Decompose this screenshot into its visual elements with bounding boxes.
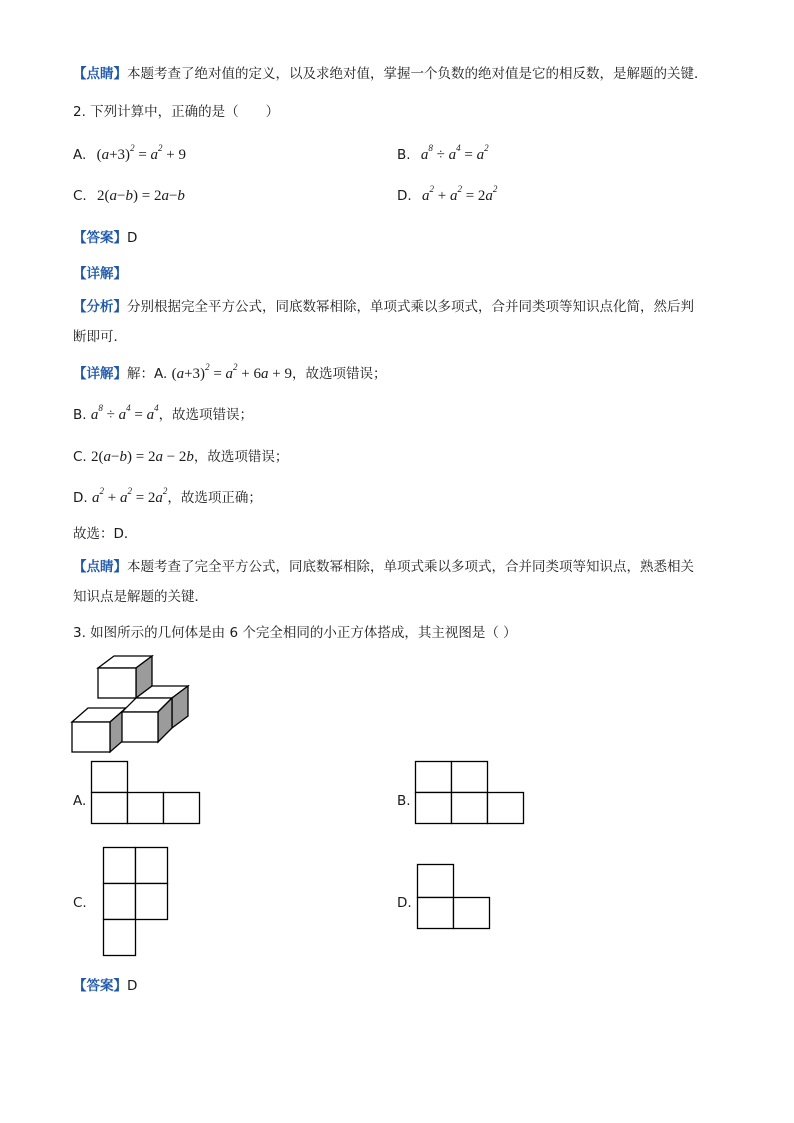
square	[418, 898, 454, 929]
square	[92, 793, 128, 824]
detail-d-line	[73, 488, 262, 508]
q2-option-c	[73, 186, 185, 206]
q3-option-b-label: B.	[397, 793, 411, 809]
q3-answer	[73, 976, 137, 996]
conclusion: 故选：D．	[73, 526, 138, 542]
cube-front-face	[122, 712, 158, 742]
point-line-1	[73, 64, 708, 84]
square	[104, 920, 136, 956]
q2-option-a-label: A.	[73, 147, 87, 163]
detail-title	[73, 264, 127, 284]
point-label-2: 【点睛】	[73, 559, 127, 575]
square	[136, 884, 168, 920]
detail-b-label: B.	[73, 407, 87, 423]
detail-c-label: C.	[73, 449, 87, 465]
square	[452, 762, 488, 793]
q3-stem: 3. 如图所示的几何体是由 6 个完全相同的小正方体搭成，其主视图是（ ）	[73, 625, 517, 641]
q2-option-c-math: 2(a−b) = 2a−b	[97, 188, 185, 204]
q2-option-b-math: $a^8 \div a^4 = a^2$	[420, 143, 489, 163]
q2-stem: 2. 下列计算中，正确的是（ ）	[73, 104, 280, 120]
analysis-line-2: 断即可．	[73, 329, 127, 345]
q2-option-d	[397, 186, 497, 206]
detail-a-math: $(a+3)^2 = a^2 + 6a + 9$	[171, 362, 292, 382]
point2-text-1: 本题考查了完全平方公式，同底数幂相除，单项式乘以多项式，合并同类项等知识点，熟悉相关	[127, 559, 694, 575]
detail-d-math: $a^2 + a^2 = 2a^2$	[91, 486, 168, 506]
point-line-2	[73, 557, 694, 577]
q2-option-d-math: $a^2 + a^2 = 2a^2$	[421, 184, 498, 204]
detail-prefix: 解：A.	[127, 366, 168, 382]
q3-option-d-label: D.	[397, 895, 412, 911]
q2-option-b	[397, 145, 489, 165]
q3-option-d-figure	[417, 864, 493, 932]
q2-option-a	[73, 145, 186, 165]
detail-title-label: 【详解】	[73, 266, 127, 282]
q2-option-b-label: B.	[397, 147, 411, 163]
q3-option-a-label: A.	[73, 793, 87, 809]
analysis-text-1: 分别根据完全平方公式，同底数幂相除，单项式乘以多项式，合并同类项等知识点化简，然后判	[127, 299, 694, 315]
q2-option-c-label: C.	[73, 188, 87, 204]
cube-front-face	[98, 668, 136, 698]
q3-option-a-figure	[91, 761, 203, 827]
q2-option-a-math: $(a+3)^2 = a^2 + 9$	[96, 143, 186, 163]
detail-d-suffix: ，故选项正确；	[167, 490, 262, 506]
detail-b-math: $a^8 \div a^4 = a^4$	[90, 403, 159, 423]
q2-option-d-label: D.	[397, 188, 412, 204]
answer-value-2: D	[127, 978, 138, 994]
square	[104, 884, 136, 920]
point-text: 本题考查了绝对值的定义，以及求绝对值，掌握一个负数的绝对值是它的相反数，是解题的关键．	[127, 66, 708, 82]
answer-label-2: 【答案】	[73, 978, 127, 994]
square	[136, 848, 168, 884]
analysis-line-1	[73, 297, 694, 317]
answer-value: D	[127, 230, 138, 246]
point-label: 【点睛】	[73, 66, 127, 82]
detail-b-line	[73, 405, 253, 425]
square	[164, 793, 200, 824]
q2-answer	[73, 228, 137, 248]
square	[454, 898, 490, 929]
detail-c-suffix: ，故选项错误；	[193, 449, 289, 465]
detail-d-label: D.	[73, 490, 88, 506]
cube-front-face	[72, 722, 110, 752]
q3-option-c-label: C.	[73, 895, 87, 911]
detail-c-line	[73, 447, 288, 467]
square	[104, 848, 136, 884]
point-line-3: 知识点是解题的关键．	[73, 589, 208, 605]
square	[452, 793, 488, 824]
detail-b-suffix: ，故选项错误；	[158, 407, 254, 423]
solid-figure	[60, 650, 200, 760]
detail-a-suffix: ，故选项错误；	[291, 366, 387, 382]
q3-option-c-figure	[103, 847, 169, 959]
detail-label: 【详解】	[73, 366, 127, 382]
square	[92, 762, 128, 793]
square	[488, 793, 524, 824]
square	[128, 793, 164, 824]
answer-label: 【答案】	[73, 230, 127, 246]
analysis-label: 【分析】	[73, 299, 127, 315]
square	[416, 762, 452, 793]
square	[416, 793, 452, 824]
detail-c-math: 2(a−b) = 2a − 2b	[91, 449, 194, 465]
detail-a-line	[73, 364, 386, 384]
square	[418, 865, 454, 898]
q3-option-b-figure	[415, 761, 527, 827]
